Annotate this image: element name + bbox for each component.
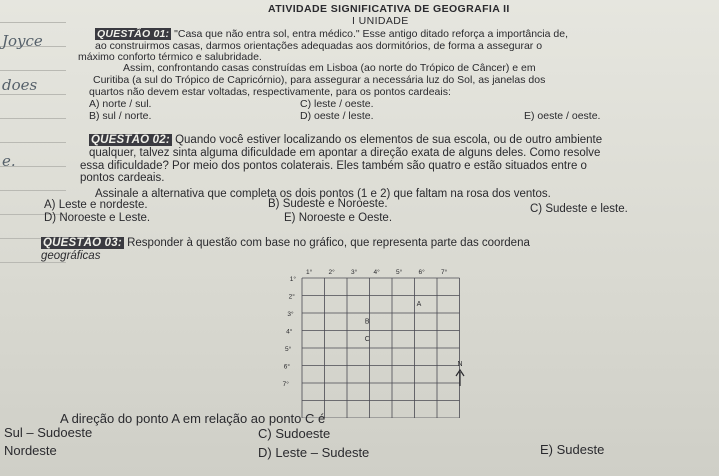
q3-line-1: QUESTÃO 03: Responder à questão com base no gráfico, que representa parte das coordena — [43, 237, 530, 249]
q2-option-e[interactable]: E) Noroeste e Oeste. — [284, 212, 393, 224]
margin-note: e. — [2, 152, 16, 170]
q1-line-4: Assim, confrontando casas construídas em Lisboa (ao norte do Trópico de Câncer) e em — [123, 62, 536, 74]
q2-option-b[interactable]: B) Sudeste e Noroeste. — [268, 198, 388, 210]
q1-option-c[interactable]: C) leste / oeste. — [300, 98, 374, 110]
q1-option-a[interactable]: A) norte / sul. — [89, 98, 152, 110]
q1-option-b[interactable]: B) sul / norte. — [89, 110, 152, 122]
grid-point-label: B — [364, 318, 370, 326]
north-arrow — [456, 361, 464, 386]
q2-line-3: essa dificuldade? Por meio dos pontos colaterais. Eles também são quatro e estão situados entre o — [80, 160, 587, 172]
q3-option-c[interactable]: C) Sudoeste — [258, 426, 331, 441]
q2-line-1: QUESTÃO 02: Quando você estiver localizando os elementos de sua escola, ou de outro ambiente — [91, 134, 603, 146]
row-label: 2° — [288, 293, 295, 301]
row-label: 1° — [289, 276, 296, 283]
grid-lines — [302, 278, 463, 418]
grid-point-label: C — [364, 336, 370, 343]
margin-note: does — [2, 76, 38, 94]
grid-points — [365, 301, 422, 343]
q1-line-1: QUESTÃO 01: "Casa que não entra sol, entra médico." Esse antigo ditado reforça a importância de, — [97, 28, 568, 40]
q3-option-d[interactable]: D) Leste – Sudeste — [258, 445, 370, 460]
column-label: 2° — [328, 269, 335, 276]
row-label: 5° — [284, 346, 292, 353]
column-label: 5° — [396, 269, 403, 276]
q1-line-6: quartos não devem estar voltadas, respectivamente, para os pontos cardeais: — [89, 86, 451, 98]
q3-line-2: geográficas — [41, 250, 101, 262]
q1-option-e[interactable]: E) oeste / oeste. — [524, 110, 601, 122]
column-labels — [306, 268, 448, 276]
north-label: N — [457, 361, 463, 368]
margin-note: Joyce — [2, 32, 43, 50]
q3-question: A direção do ponto A em relação ao ponto C é — [60, 411, 326, 426]
row-label: 7° — [282, 381, 289, 388]
q2-line-5: Assinale a alternativa que completa os dois pontos (1 e 2) que faltam na rosa dos ventos. — [95, 188, 551, 200]
q2-label: QUESTÃO 02: — [91, 134, 170, 146]
q2-line-2: qualquer, talvez sinta alguma dificuldade em apontar a direção exata de alguns deles. Como resolve — [89, 147, 601, 159]
row-label: 4° — [286, 328, 293, 336]
q2-line-4: pontos cardeais. — [80, 172, 165, 184]
row-label: 6° — [283, 363, 290, 371]
column-label: 3° — [351, 269, 358, 276]
q3-option-b[interactable]: Nordeste — [4, 443, 57, 458]
q1-line-2: ao construirmos casas, darmos orientações adequadas aos dormitórios, de forma a assegurar o — [95, 40, 543, 52]
q3-option-a[interactable]: Sul – Sudoeste — [4, 425, 93, 440]
column-label: 7° — [441, 269, 448, 276]
coordinate-grid — [270, 262, 480, 418]
q3-option-e[interactable]: E) Sudeste — [540, 442, 605, 457]
q1-line-5: Curitiba (a sul do Trópico de Capricórnio), para assegurar a necessária luz do Sol, as janelas dos — [93, 74, 546, 86]
q2-option-c[interactable]: C) Sudeste e leste. — [530, 203, 628, 215]
row-labels — [283, 275, 297, 388]
q1-line-3: máximo conforto térmico e salubridade. — [78, 51, 262, 63]
q3-label: QUESTÃO 03: — [43, 237, 122, 249]
q2-option-d[interactable]: D) Noroeste e Leste. — [44, 212, 151, 224]
row-label: 3° — [287, 311, 294, 318]
column-label: 4° — [373, 269, 380, 276]
column-label: 6° — [418, 269, 425, 276]
grid-point-label: A — [416, 301, 422, 308]
q2-option-a[interactable]: A) Leste e nordeste. — [44, 199, 148, 211]
page-title: ATIVIDADE SIGNIFICATIVA DE GEOGRAFIA II — [268, 3, 510, 15]
unit-label: I UNIDADE — [352, 15, 409, 27]
q1-option-d[interactable]: D) oeste / leste. — [300, 110, 374, 122]
column-label: 1° — [306, 269, 313, 276]
q1-label: QUESTÃO 01: — [97, 28, 170, 40]
